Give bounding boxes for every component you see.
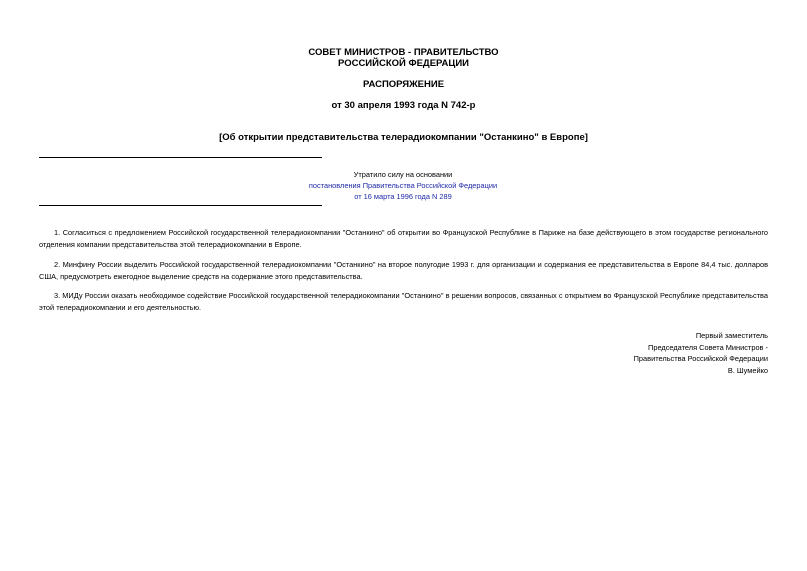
issuer-line-1: СОВЕТ МИНИСТРОВ - ПРАВИТЕЛЬСТВО: [308, 47, 499, 58]
signature-position-1: Первый заместитель: [695, 331, 768, 340]
divider-bottom: [39, 205, 322, 206]
status-note: [240, 169, 566, 202]
signature-position-3: Правительства Российской Федерации: [633, 354, 768, 363]
signatory-name: В. Шумейко: [727, 365, 768, 375]
repeal-decree-date-link[interactable]: от 16 марта 1996 года N 289: [354, 192, 452, 201]
signature-block: [634, 330, 768, 376]
repeal-decree-link[interactable]: постановления Правительства Российской Федерации: [308, 181, 498, 190]
paragraph-1: 1. Согласиться с предложением Российской государственной телерадиокомпании "Останкино" об открытии во Французской Республике в Париже на базе действующего в этом государстве регионального отделения компании представительства этой телерадиокомпании в Европе.: [39, 228, 768, 249]
issuer-line-2: РОССИЙСКОЙ ФЕДЕРАЦИИ: [337, 58, 469, 69]
status-note-text: Утратило силу на основании: [353, 170, 453, 179]
document-title: [Об открытии представительства телерадиокомпании "Останкино" в Европе]: [219, 132, 588, 143]
paragraph-2: 2. Минфину России выделить Российской государственной телерадиокомпании "Останкино" на второе полугодие 1993 г. для организации и содержания ее представительства в Европе 84,4 тыс. долларов США, предусмотреть ежегодное выделение средств на содержание этого представительства.: [39, 260, 768, 281]
signature-position-2: Председателя Совета Министров -: [648, 342, 768, 352]
document-type: РАСПОРЯЖЕНИЕ: [362, 79, 445, 90]
divider-top: [39, 157, 322, 158]
document-date-number: от 30 апреля 1993 года N 742-р: [331, 100, 476, 111]
paragraph-3: 3. МИДу России оказать необходимое содействие Российской государственной телерадиокомпании "Останкино" в решении вопросов, связанных с открытием во Французской Республике представительства этой телерадиокомпании и его деятельностью.: [39, 291, 768, 312]
